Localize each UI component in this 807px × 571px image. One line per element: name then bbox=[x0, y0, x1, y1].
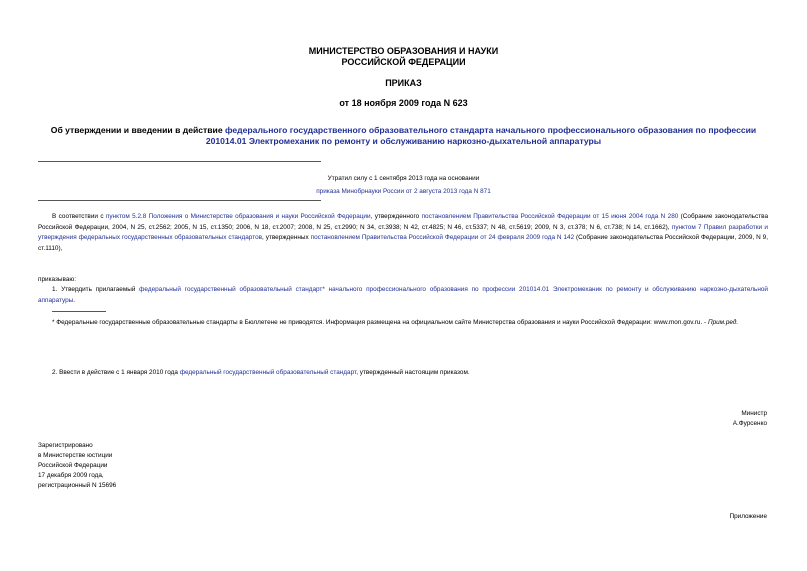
standard-link[interactable]: федеральный государственный образовательный стандарт* начального профессионального образования по профессии 201014.01 Электромеханик по ремонту и обслуживанию наркозно-дыхательной аппаратуры bbox=[38, 286, 768, 304]
editor-note: Прим.ред. bbox=[707, 319, 739, 326]
rules-link[interactable]: пунктом 7 Правил разработки и утверждения федеральных государственных образовательных стандартов bbox=[38, 223, 768, 241]
appendix-label: Приложение bbox=[729, 513, 767, 520]
registration-line: в Министерстве юстиции bbox=[38, 452, 113, 459]
registration-line: Российской Федерации bbox=[38, 462, 108, 469]
preamble-text: , утвержденных bbox=[262, 234, 311, 241]
document-type: ПРИКАЗ bbox=[385, 78, 422, 88]
regulation-link[interactable]: пунктом 5.2.8 Положения о Министерстве образования и науки Российской Федерации bbox=[105, 213, 371, 220]
preamble-text: (Собрание законодательства Российской Федерации, 2004, N 25, ст.2562; 2005, N 15, ст.1350; 2006, N 18, ст.2007; 2008, N 25, ст.2990; N 34, ст.3938; N 42, ст.4825; N 46, ст.5337; N 48, ст.5619; 2009, N 3, ст.378; N 6, ст.738; N 14, ст.1662), bbox=[38, 213, 769, 231]
ministry-name-line2: РОССИЙСКОЙ ФЕДЕРАЦИИ bbox=[341, 57, 466, 67]
footnote-text: * Федеральные государственные образовательные стандарты в Бюллетене не приводятся. Информация размещена на официальном сайте Министерства образования и науки Российской Федерации: www.mon.gov.ru. - bbox=[52, 319, 708, 326]
title-standard-link[interactable]: федерального государственного образовательного стандарта начального профессионального образования по профессии 201014.01 Электромеханик по ремонту и обслуживанию наркозно-дыхательной аппаратуры bbox=[205, 125, 757, 146]
registration-line: регистрационный N 15696 bbox=[38, 482, 117, 489]
status-note bbox=[38, 173, 769, 197]
preamble-text: В соответствии с bbox=[52, 213, 106, 220]
ministry-name-line1: МИНИСТЕРСТВО ОБРАЗОВАНИЯ И НАУКИ bbox=[308, 46, 499, 56]
item-text: 2. Ввести в действие с 1 января 2010 года bbox=[52, 369, 180, 376]
order-item-1 bbox=[38, 285, 768, 306]
signature-position: Министр bbox=[741, 410, 767, 417]
footnote bbox=[38, 318, 768, 329]
divider-bottom bbox=[38, 200, 321, 201]
status-text: Утратил силу с 1 сентября 2013 года на основании bbox=[327, 175, 480, 182]
preamble-paragraph bbox=[38, 212, 768, 254]
order-item-2 bbox=[52, 368, 768, 378]
divider-top bbox=[38, 161, 321, 162]
registration-block bbox=[38, 441, 116, 491]
item-text: 1. Утвердить прилагаемый bbox=[52, 286, 140, 293]
status-link[interactable]: приказа Минобрнауки России от 2 августа 2013 года N 871 bbox=[316, 188, 491, 195]
signature-name: А.Фурсенко bbox=[732, 420, 767, 427]
title-prefix: Об утверждении и введении в действие bbox=[50, 125, 225, 135]
resolution-280-link[interactable]: постановлением Правительства Российской Федерации от 15 июня 2004 года N 280 bbox=[421, 213, 679, 220]
signature-block bbox=[733, 409, 767, 429]
standard-link[interactable]: федеральный государственный образовательный стандарт bbox=[179, 369, 357, 376]
document-header bbox=[0, 46, 807, 109]
document-date: от 18 ноября 2009 года N 623 bbox=[339, 98, 468, 108]
preamble-text: , утвержденного bbox=[370, 213, 422, 220]
item-text: . bbox=[73, 296, 76, 304]
registration-line: 17 декабря 2009 года, bbox=[38, 472, 104, 479]
registration-line: Зарегистрировано bbox=[38, 442, 93, 449]
preamble-text: (Собрание законодательства Российской Федерации, 2009, N 9, ст.1110), bbox=[38, 234, 768, 252]
item-text: , утвержденный настоящим приказом. bbox=[356, 369, 470, 376]
order-word: приказываю: bbox=[38, 276, 76, 283]
document-title bbox=[40, 125, 767, 147]
resolution-142-link[interactable]: постановлением Правительства Российской Федерации от 24 февраля 2009 года N 142 bbox=[310, 234, 575, 241]
footnote-divider bbox=[52, 311, 106, 312]
